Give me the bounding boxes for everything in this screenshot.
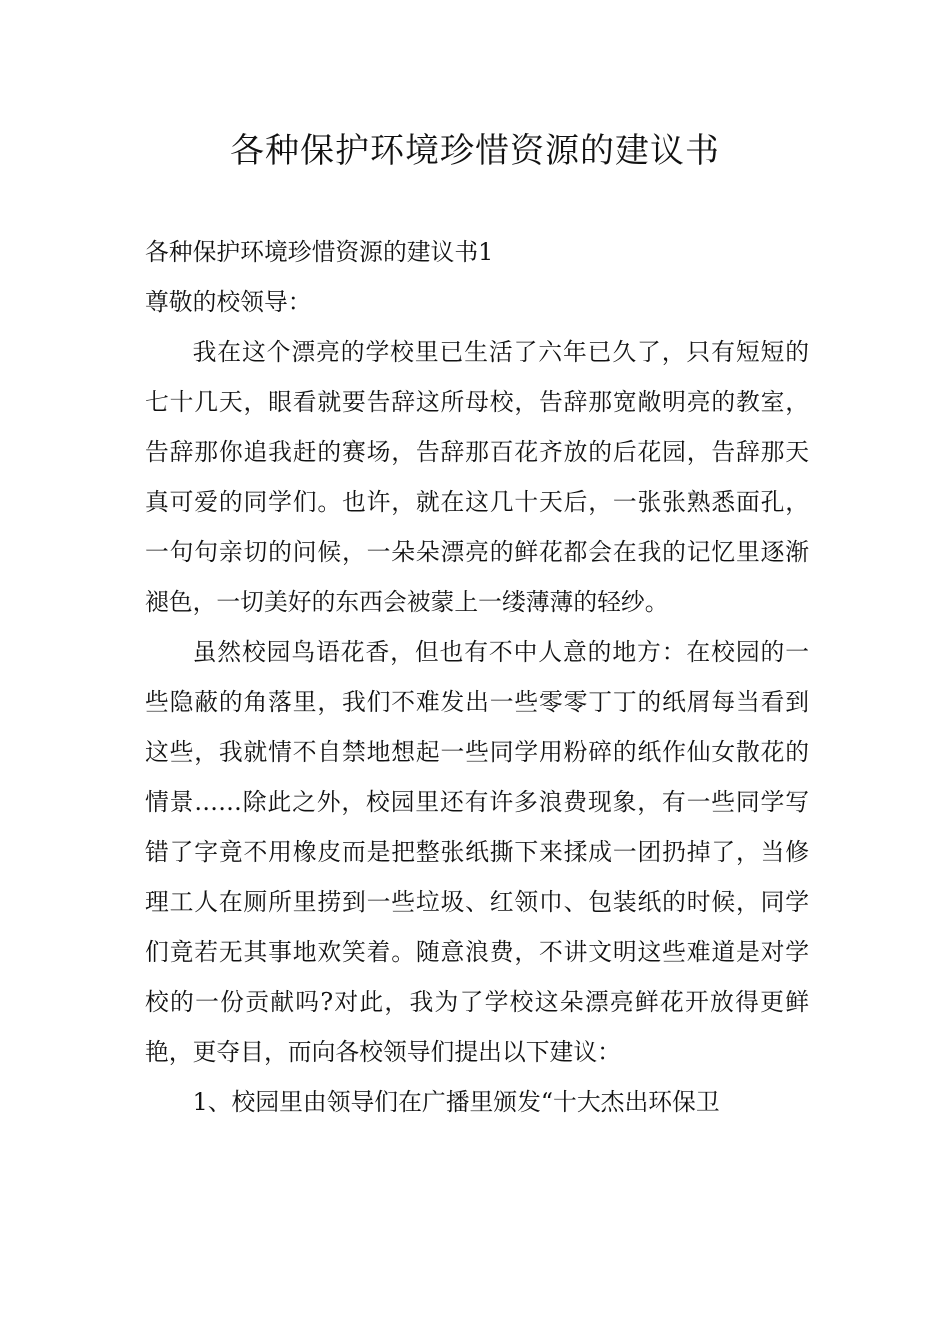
salutation: 尊敬的校领导： (145, 288, 312, 316)
paragraph-2: 虽然校园鸟语花香，但也有不中人意的地方：在校园的一些隐蔽的角落里，我们不难发出一些零零丁丁的纸屑每当看到这些，我就情不自禁地想起一些同学用粉碎的纸作仙女散花的情景……除此之外，校园里还有许多浪费现象，有一些同学写错了字竟不用橡皮而是把整张纸撕下来揉成一团扔掉了，当修理工人在厕所里捞到一些垃圾、红领巾、包装纸的时候，同学们竟若无其事地欢笑着。随意浪费，不讲文明这些难道是对学校的一份贡献吗?对此，我为了学校这朵漂亮鲜花开放得更鲜艳，更夺目，而向各校领导们提出以下建议： (145, 638, 809, 1066)
paragraph-3: 1、校园里由领导们在广播里颁发“十大杰出环保卫 (192, 1088, 720, 1116)
document-subtitle: 各种保护环境珍惜资源的建议书1 (145, 238, 494, 266)
paragraph-1: 我在这个漂亮的学校里已生活了六年已久了，只有短短的七十几天，眼看就要告辞这所母校，告辞那宽敞明亮的教室，告辞那你追我赶的赛场，告辞那百花齐放的后花园，告辞那天真可爱的同学们。也许，就在这几十天后，一张张熟悉面孔，一句句亲切的问候，一朵朵漂亮的鲜花都会在我的记忆里逐渐褪色，一切美好的东西会被蒙上一缕薄薄的轻纱。 (145, 338, 809, 616)
document-title: 各种保护环境珍惜资源的建议书 (230, 131, 720, 171)
document-body (145, 227, 809, 1127)
